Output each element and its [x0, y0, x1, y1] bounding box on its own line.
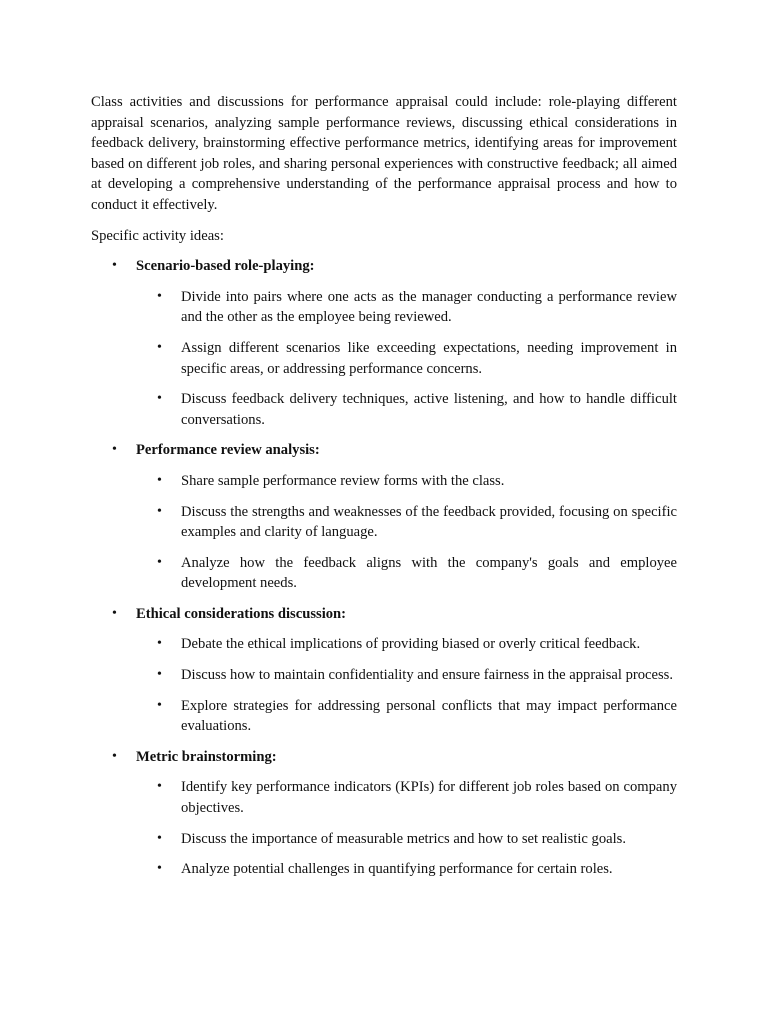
sub-list: [136, 287, 677, 431]
bullet-icon: •: [112, 748, 117, 764]
section-title: Scenario-based role-playing:: [136, 258, 315, 275]
list-item: [136, 471, 677, 492]
list-item-text: Identify key performance indicators (KPIs) for different job roles based on company objectives.: [181, 779, 677, 817]
sub-list: [136, 471, 677, 594]
list-item-text: Discuss the strengths and weaknesses of the feedback provided, focusing on specific examples and clarity of language.: [181, 503, 677, 541]
bullet-icon: •: [157, 697, 162, 713]
bullet-icon: •: [157, 288, 162, 304]
bullet-icon: •: [112, 605, 117, 621]
list-item: [136, 859, 677, 880]
list-item-text: Divide into pairs where one acts as the manager conducting a performance review and the other as the employee being reviewed.: [181, 288, 677, 326]
list-item-text: Analyze how the feedback aligns with the company's goals and employee development needs.: [181, 554, 677, 592]
bullet-icon: •: [112, 258, 117, 274]
sub-list: [136, 777, 677, 879]
section-title: Ethical considerations discussion:: [136, 605, 347, 622]
bullet-icon: •: [157, 472, 162, 488]
list-item: [136, 696, 677, 737]
bullet-icon: •: [157, 830, 162, 846]
list-item: [136, 502, 677, 543]
list-item-text: Analyze potential challenges in quantifying performance for certain roles.: [181, 861, 613, 878]
list-item: [136, 287, 677, 328]
list-item: [136, 553, 677, 594]
list-item-text: Explore strategies for addressing personal conflicts that may impact performance evaluations.: [181, 697, 677, 735]
bullet-icon: •: [157, 339, 162, 355]
bullet-icon: •: [157, 861, 162, 877]
list-item: [136, 389, 677, 430]
activity-ideas-heading: Specific activity ideas:: [91, 227, 224, 244]
activity-section: [91, 256, 677, 430]
list-item: [136, 665, 677, 686]
list-item: [136, 338, 677, 379]
activity-list: [91, 256, 677, 880]
bullet-icon: •: [157, 391, 162, 407]
section-title: Metric brainstorming:: [136, 748, 277, 765]
list-item: [136, 634, 677, 655]
list-item-text: Share sample performance review forms with the class.: [181, 472, 505, 489]
bullet-icon: •: [112, 442, 117, 458]
list-item-text: Debate the ethical implications of providing biased or overly critical feedback.: [181, 636, 641, 653]
activity-section: [91, 440, 677, 594]
list-item-text: Discuss feedback delivery techniques, active listening, and how to handle difficult conversations.: [181, 391, 677, 428]
activity-section: [91, 747, 677, 880]
list-item-text: Discuss the importance of measurable metrics and how to set realistic goals.: [181, 830, 626, 847]
bullet-icon: •: [157, 667, 162, 683]
section-title: Performance review analysis:: [136, 442, 320, 459]
intro-paragraph: Class activities and discussions for performance appraisal could include: role-playing different appraisal scenarios, analyzing sample performance reviews, discussing ethical considerations in feedback delivery, brainstorming effective performance metrics, identifying areas for improvement based on different job roles, and sharing personal experiences with constructive feedback; all aimed at developing a comprehensive understanding of the performance appraisal process and how to conduct it effectively.: [91, 94, 677, 213]
list-item-text: Discuss how to maintain confidentiality and ensure fairness in the appraisal process.: [181, 667, 674, 684]
list-item: [136, 829, 677, 850]
bullet-icon: •: [157, 503, 162, 519]
sub-list: [136, 634, 677, 736]
bullet-icon: •: [157, 554, 162, 570]
bullet-icon: •: [157, 636, 162, 652]
bullet-icon: •: [157, 779, 162, 795]
list-item: [136, 777, 677, 818]
document-page: [91, 92, 677, 890]
list-item-text: Assign different scenarios like exceeding expectations, needing improvement in specific areas, or addressing performance concerns.: [181, 339, 677, 377]
activity-section: [91, 604, 677, 737]
